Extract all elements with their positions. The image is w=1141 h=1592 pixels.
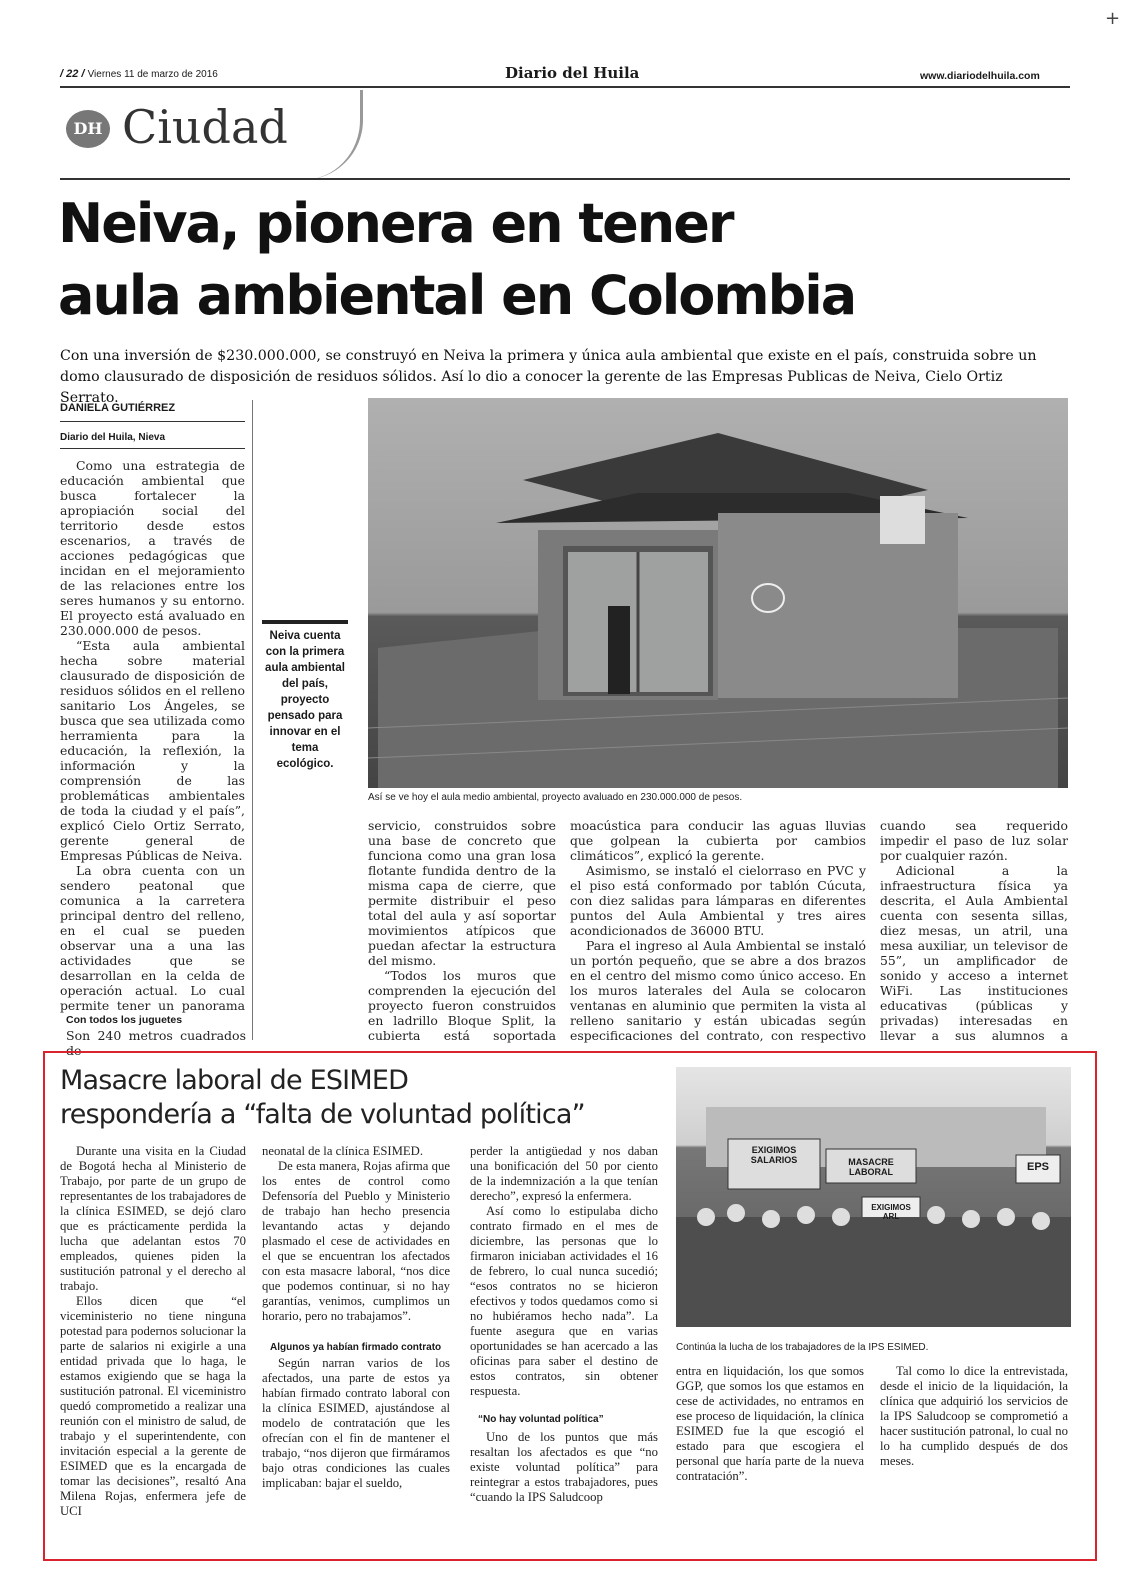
second-headline	[60, 1064, 680, 1132]
paragraph: Así como lo estipulaba dicho contrato firmado en el mes de diciembre, las personas que lo firmaron iniciaban actividades el 16 de febrero, lo cual nunca sucedió; “esos contratos no se hicieron efectivos y todos quedamos como si no hubiéramos hecho nada”. La fuente asegura que en varias oportunidades se han acercado a las oficinas para saber el destino de estos contratos, sin obtener respuesta.	[470, 1204, 658, 1398]
paragraph: Según narran varios de los afectados, una parte de estos ya habían firmado contrato laboral con la clínica ESIMED, ajustándose al modelo de contratación que les ofrecían con el fin de mantener el trabajo, “nos dijeron que firmáramos bajo otras condiciones las cuales implicaban: bajar el sueldo,	[262, 1356, 450, 1490]
paragraph: neonatal de la clínica ESIMED.	[262, 1144, 424, 1158]
author-rule	[60, 421, 245, 422]
paragraph: moacústica para conducir las aguas lluvias que golpean la cubierta por cambios climáticos”, explicó la gerente.	[570, 818, 866, 863]
pullquote-text: Neiva cuenta con la primera aula ambiental del país, proyecto pensado para innovar en el tema ecológico.	[265, 630, 345, 770]
lede: Con una inversión de $230.000.000, se construyó en Neiva la primera y única aula ambiental que existe en el país, construida sobre un domo clausurado de disposición de residuos sólidos. Así lo dio a conocer la gerente de las Empresas Publicas de Neiva, Cielo Ortiz Serrato.	[60, 348, 1037, 406]
paragraph: La obra cuenta con un sendero peatonal que comunica a la carretera principal dentro del relleno, en el cual se pueden observar una a una las actividades que se desarrollan en la celda de operación actual. Lo cual permite tener un panorama	[60, 863, 245, 1013]
protest-sign-masacre: MASACRE LABORAL	[848, 1157, 894, 1177]
second-column-5	[880, 1364, 1068, 1552]
paragraph: “Esta aula ambiental hecha sobre material clausurado de disposición de residuos sólidos en el relleno sanitario Los Ángeles, se busca que sea utilizada como herramienta para la educación, la reflexión, la información y la comprensión de las problemáticas ambientales de toda la ciudad y el país”, explicó Cielo Ortiz Serrato, gerente general de Empresas Públicas de Neiva.	[60, 638, 245, 863]
protest-photo	[676, 1067, 1071, 1327]
paragraph: “Todos los muros que comprenden la ejecución del proyecto fueron construidos en ladrillo Bloque Split, la cubierta está soportada	[368, 968, 556, 1043]
second-column-3	[470, 1144, 658, 1406]
main-headline	[58, 188, 1058, 332]
byline-rule	[60, 448, 245, 449]
paragraph: Durante una visita en la Ciudad de Bogotá hecha al Ministerio de Trabajo, por parte de un grupo de representantes de los trabajadores de la clínica ESIMED, se dejó claro que es prácticamente perdida la lucha que adelantan estos 70 empleados, quienes piden la sustitución patronal y el derecho al trabajo.	[60, 1144, 246, 1293]
column-divider	[252, 400, 253, 1040]
section-title: Ciudad	[122, 100, 288, 154]
registration-mark: +	[1105, 8, 1121, 29]
protest-sign-eps: EPS	[1026, 1161, 1049, 1173]
main-column-1	[60, 458, 245, 1014]
second-headline-line-1: Masacre laboral de ESIMED	[60, 1065, 409, 1096]
paragraph: Ellos dicen que “el viceministerio no tiene ninguna potestad para podernos solucionar la parte de salarios ni exigirle a una entidad privada que lo haga, le estamos exigiendo que se haga la sustitución patronal. El viceministro quedó comprometido a realizar una reunión con el ministro de salud, de trabajo y el superintendente, con invitación especial a la gerente de ESIMED que es la encargada de tomar las decisiones”, resaltó Ana Milena Rojas, enfermera jefe de UCI	[60, 1294, 246, 1518]
website: www.diariodelhuila.com	[920, 70, 1040, 82]
second-headline-line-2: respondería a “falta de voluntad política”	[60, 1099, 585, 1130]
paragraph: Adicional a la infraestructura física ya descrita, el Aula Ambiental cuenta con sesenta sillas, diez mesas, un atril, una mesa auxiliar, un televisor de 55”, un amplificador de sonido y acceso a internet WiFi. Las instituciones educativas (públicas y privadas) interesadas en llevar a sus alumnos a	[880, 863, 1068, 1043]
second-column-1	[60, 1144, 246, 1552]
main-column-2	[368, 818, 556, 1044]
section-swoosh	[300, 90, 363, 180]
paragraph: Como una estrategia de educación ambiental que busca fortalecer la apropiación social del territorio desde estos escenarios, a través de acciones pedagógicas que incidan en el mejoramiento de las relaciones entre los seres humanos y su entorno. El proyecto está avaluado en 230.000.000 de pesos.	[60, 458, 245, 638]
main-column-3	[570, 818, 866, 1044]
main-photo	[368, 398, 1068, 788]
section-rule	[60, 178, 1070, 180]
headline-line-2: aula ambiental en Colombia	[58, 264, 856, 327]
paragraph: Asimismo, se instaló el cielorraso en PVC y el piso está conformado por tablón Cúcuta, con diez salidas para lámparas en diferentes puntos del Aula Ambiental y tres aires acondicionados de 36000 BTU.	[570, 863, 866, 938]
main-photo-caption: Así se ve hoy el aula medio ambiental, proyecto avaluado en 230.000.000 de pesos.	[368, 792, 743, 803]
second-column-2	[262, 1144, 450, 1340]
section-logo: DH	[66, 110, 110, 148]
second-column-4	[676, 1364, 864, 1552]
paragraph: cuando sea requerido impedir el paso de luz solar por cualquier razón.	[880, 818, 1068, 863]
second-column-3b	[470, 1430, 658, 1552]
protest-sign-salarios: EXIGIMOS SALARIOS	[750, 1145, 798, 1165]
paragraph: perder la antigüedad y nos daban una bonificación del 50 por ciento de la indemnización a la que tenían derecho”, expresó la enfermera.	[470, 1144, 658, 1203]
pullquote	[262, 620, 348, 772]
protest-image	[676, 1067, 1071, 1327]
page-number: / 22 /	[60, 68, 85, 80]
classroom-building-image	[368, 398, 1068, 788]
second-column-2b	[262, 1356, 450, 1552]
column-1-end: Son 240 metros cuadrados de	[66, 1028, 246, 1058]
headline-line-1: Neiva, pionera en tener	[58, 192, 733, 255]
paragraph: Uno de los puntos que más resaltan los afectados es que “no existe voluntad política” para reintegrar a estos trabajadores, pues “cuando la IPS Saludcoop	[470, 1430, 658, 1504]
paragraph: Para el ingreso al Aula Ambiental se instaló un portón pequeño, que se abre a dos brazos en el centro del mismo como único acceso. En los muros laterales del Aula se colocaron ventanas en aluminio que permiten la vista al relleno sanitario y están ubicadas según especificaciones del contrato, con respectivo	[570, 938, 866, 1043]
subhead-contrato: Algunos ya habían firmado contrato	[270, 1342, 442, 1353]
subhead-voluntad: “No hay voluntad política”	[478, 1414, 604, 1425]
newspaper-name: Diario del Huila	[505, 64, 640, 82]
protest-photo-caption: Continúa la lucha de los trabajadores de la IPS ESIMED.	[676, 1342, 929, 1353]
subhead-juguetes: Con todos los juguetes	[66, 1014, 183, 1026]
paragraph: entra en liquidación, los que somos GGP, que somos los que estamos en cese de actividades, no entramos en ese proceso de liquidación, la clínica ESIMED fue la que escogió el estado para que escogiera el personal que haría parte de la nueva contratación”.	[676, 1364, 864, 1483]
author: DANIELA GUTIÉRREZ	[60, 402, 176, 414]
header-rule	[60, 86, 1070, 88]
paragraph: De esta manera, Rojas afirma que los entes de control como Defensoría del Pueblo y Ministerio de trabajo han hecho presencia levantando actas y dejando plasmado el cese de actividades en el que se encuentran los afectados con esta masacre laboral, “nos dice que podemos continuar, si no hay garantías, venimos, cumplimos un horario, pero no trabajamos”.	[262, 1159, 450, 1323]
main-column-4	[880, 818, 1068, 1044]
paragraph: servicio, construidos sobre una base de concreto que funciona como una gran losa flotante fundida dentro de la misma capa de cierre, que permite distribuir el peso total del aula y así soportar movimientos atípicos que puedan afectar la estructura del mismo.	[368, 818, 556, 968]
byline: Diario del Huila, Nieva	[60, 432, 166, 443]
protest-sign-arl: EXIGIMOS ARL	[871, 1203, 911, 1221]
issue-date: Viernes 11 de marzo de 2016	[87, 69, 218, 80]
paragraph: Tal como lo dice la entrevistada, desde el inicio de la liquidación, la clínica que adquirió los servicios de la IPS Saludcoop se comprometió a hacer sustitución patronal, lo cual no lo ha cumplido después de dos meses.	[880, 1364, 1068, 1468]
